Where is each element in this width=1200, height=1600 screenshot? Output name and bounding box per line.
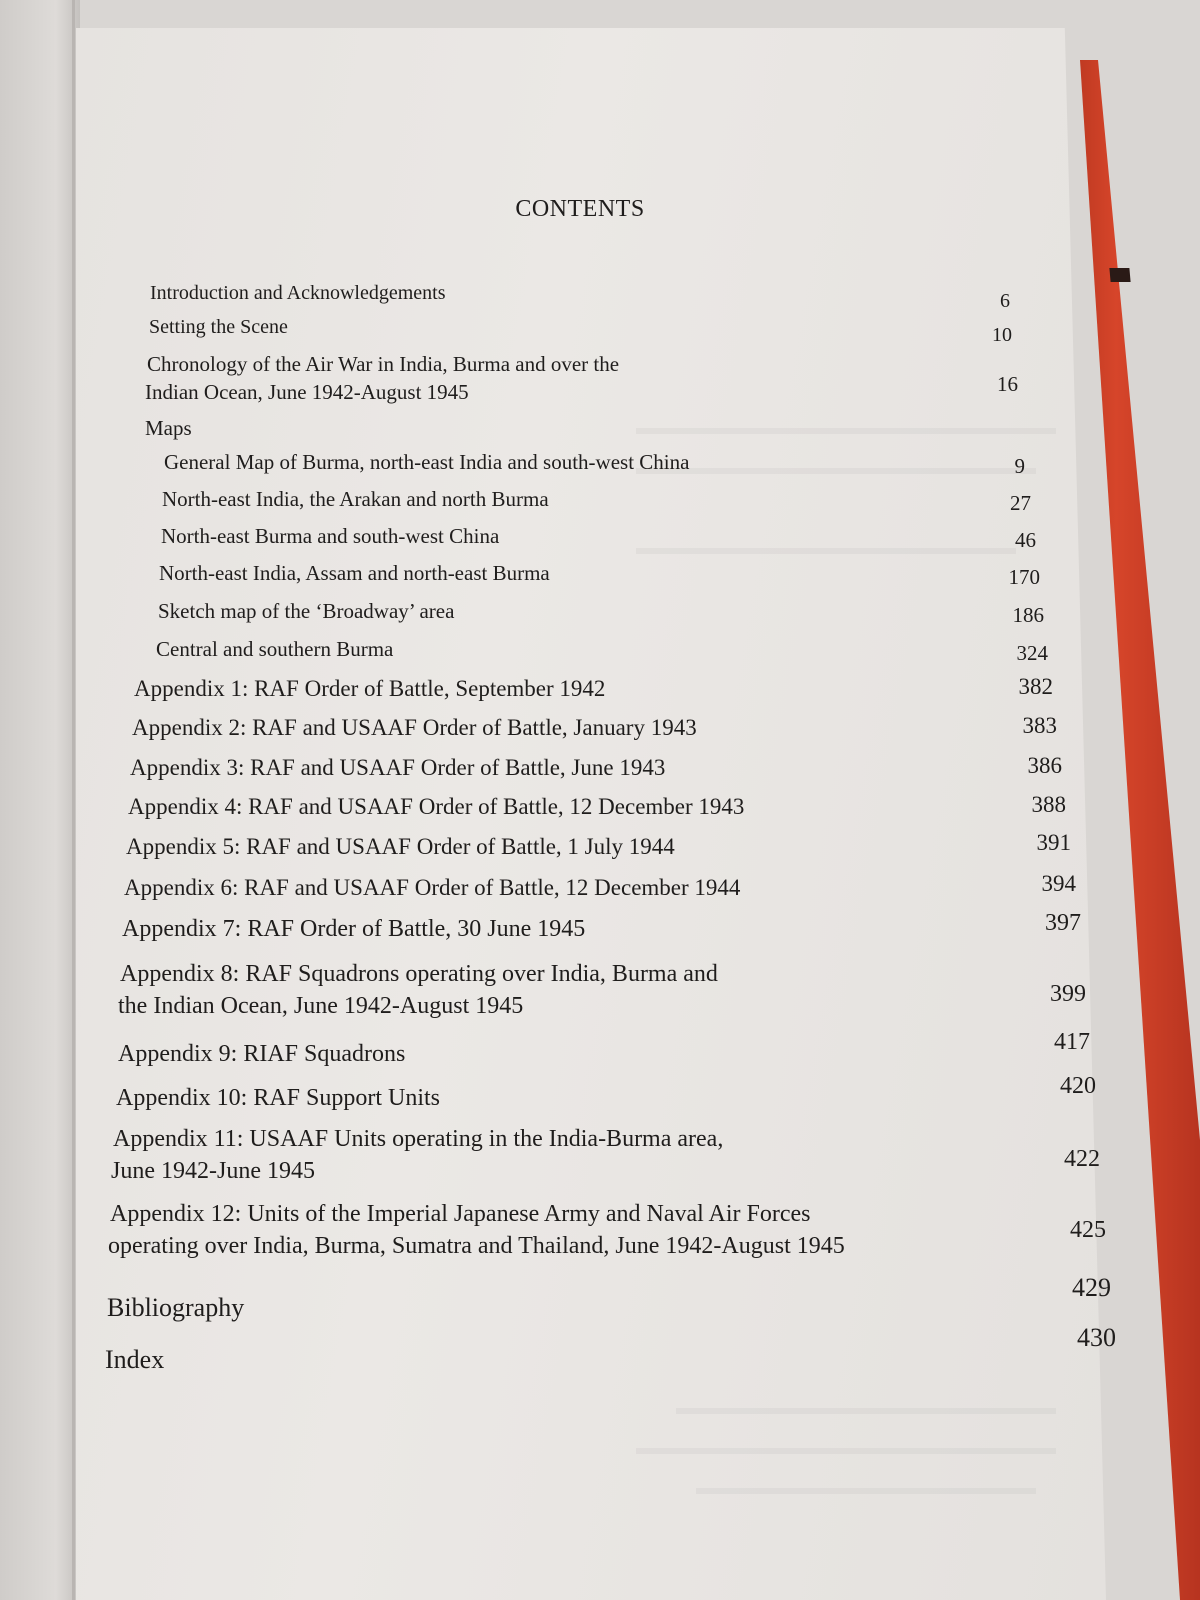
toc-entry-title: Setting the Scene [149, 316, 288, 338]
toc-entry-title: Maps [145, 416, 192, 440]
toc-entry-title: Appendix 9: RIAF Squadrons [118, 1041, 406, 1067]
toc-entry-title-line: June 1942-June 1945 [111, 1158, 315, 1185]
toc-page-number: 394 [1041, 871, 1076, 896]
toc-page-number: 422 [1064, 1146, 1100, 1172]
toc-page-number: 383 [1022, 713, 1057, 738]
toc-entry-title: North-east India, the Arakan and north Burma [162, 487, 549, 511]
toc-entry-title-line: Chronology of the Air War in India, Burma and over the [147, 352, 620, 376]
toc-entry-title: Appendix 7: RAF Order of Battle, 30 June 1945 [122, 916, 586, 942]
toc-entry-title: General Map of Burma, north-east India and south-west China [164, 450, 690, 474]
toc-entry-title: Appendix 6: RAF and USAAF Order of Battle, 12 December 1944 [124, 875, 741, 900]
toc-page-number: 6 [1000, 290, 1010, 312]
toc-entry-title: Appendix 5: RAF and USAAF Order of Battle, 1 July 1944 [126, 834, 675, 859]
toc-page-number: 170 [1008, 565, 1040, 589]
toc-page-number: 10 [992, 324, 1012, 346]
toc-entry-title-line: the Indian Ocean, June 1942-August 1945 [118, 993, 524, 1020]
toc-page-number: 186 [1012, 603, 1044, 627]
toc-entry-title [110, 1198, 845, 1263]
toc-page-number: 16 [997, 372, 1018, 396]
toc-page-number: 430 [1077, 1323, 1116, 1352]
toc-entry-title: Appendix 1: RAF Order of Battle, September 1942 [134, 676, 606, 701]
toc-page-number: 46 [1015, 528, 1036, 552]
toc-page-number: 399 [1050, 981, 1086, 1007]
toc-page-number: 429 [1072, 1273, 1111, 1302]
toc-entry-title: Appendix 10: RAF Support Units [116, 1085, 441, 1111]
toc-entry-title: North-east Burma and south-west China [161, 524, 500, 548]
contents-heading: CONTENTS [515, 196, 645, 222]
toc-entry-title [113, 1123, 723, 1188]
toc-entry-title: Central and southern Burma [156, 637, 394, 661]
toc-entry-title: Appendix 2: RAF and USAAF Order of Battle, January 1943 [132, 715, 697, 740]
toc-entry-title: Introduction and Acknowledgements [150, 282, 446, 304]
toc-entry-title: Index [105, 1345, 165, 1374]
toc-page-number: 9 [1014, 454, 1025, 478]
toc-entry-title-line: Appendix 8: RAF Squadrons operating over India, Burma and [120, 961, 718, 987]
toc-page-number: 382 [1018, 674, 1053, 699]
toc-entry-title-line: operating over India, Burma, Sumatra and Thailand, June 1942-August 1945 [108, 1233, 845, 1260]
toc-entry-title: North-east India, Assam and north-east Burma [159, 561, 550, 585]
toc-entry-title [147, 350, 619, 407]
toc-entry-title [120, 958, 718, 1023]
toc-entry-title: Sketch map of the ‘Broadway’ area [158, 599, 455, 623]
toc-page-number: 425 [1070, 1217, 1106, 1243]
toc-page-number: 324 [1016, 641, 1048, 665]
toc-entry-title-line: Indian Ocean, June 1942-August 1945 [145, 380, 469, 405]
toc-page-number: 397 [1045, 910, 1081, 936]
toc-page-number: 388 [1031, 792, 1066, 817]
toc-entry-title: Appendix 3: RAF and USAAF Order of Battle, June 1943 [130, 755, 666, 780]
toc-page-number: 417 [1054, 1029, 1090, 1055]
toc-page-number: 27 [1010, 491, 1031, 515]
toc-page-number: 386 [1027, 753, 1062, 778]
toc-page-number: 391 [1036, 830, 1071, 855]
toc-entry-title-line: Appendix 12: Units of the Imperial Japanese Army and Naval Air Forces [110, 1201, 811, 1227]
toc-entry-title: Bibliography [107, 1293, 245, 1322]
toc-entry-title-line: Appendix 11: USAAF Units operating in the India-Burma area, [113, 1126, 724, 1152]
toc-entry-title: Appendix 4: RAF and USAAF Order of Battle, 12 December 1943 [128, 794, 745, 819]
toc-page-number: 420 [1060, 1073, 1096, 1099]
